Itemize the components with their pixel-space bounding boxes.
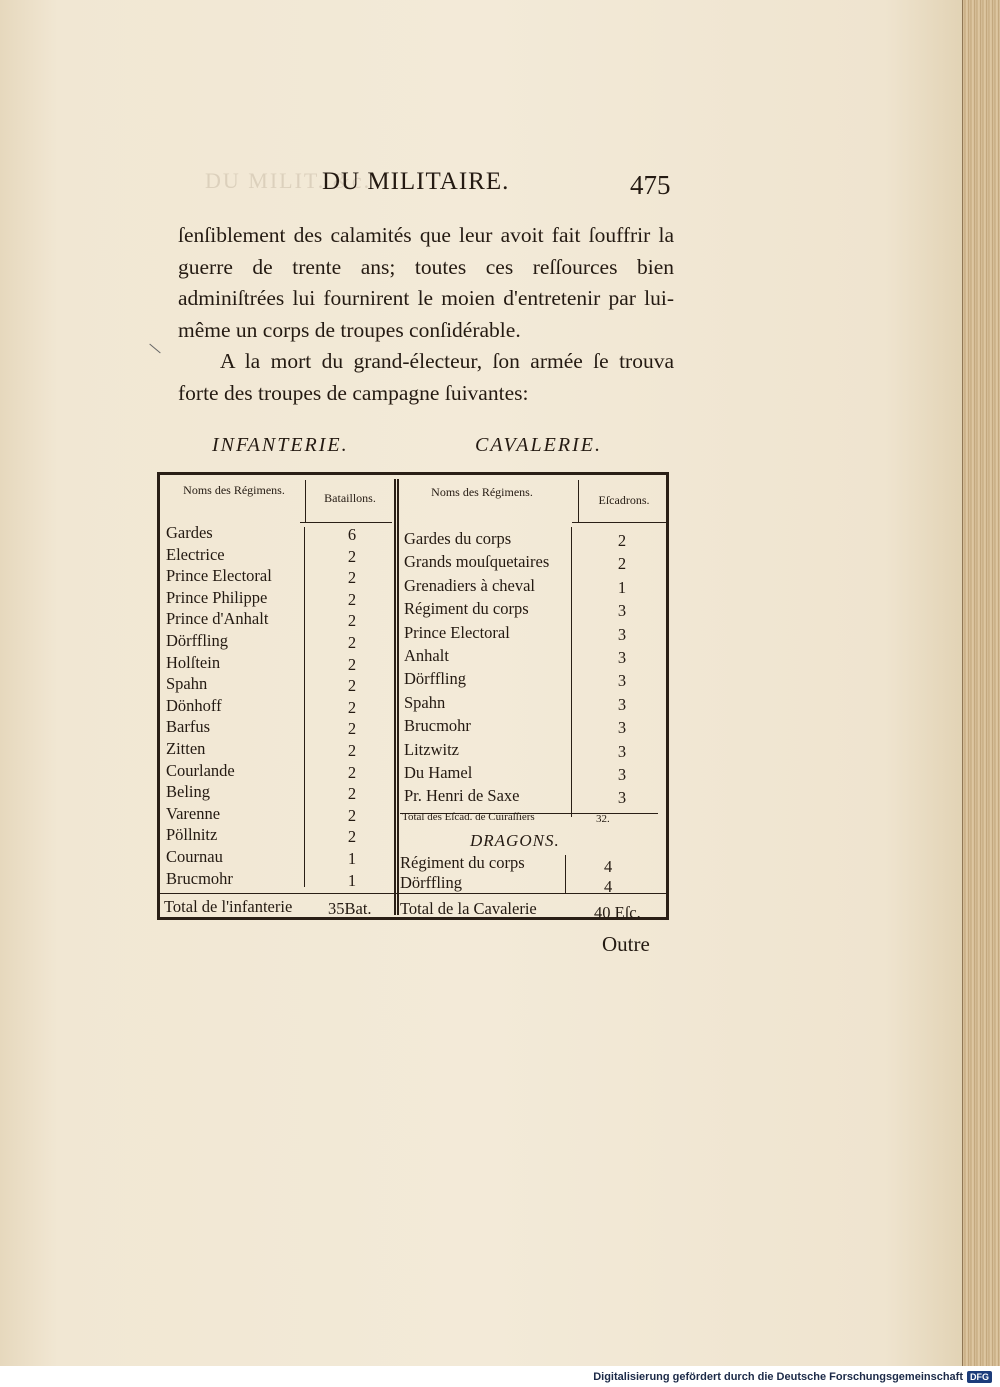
table-row-name: Pöllnitz xyxy=(166,825,218,845)
cavalry-heading: CAVALERIE. xyxy=(475,434,602,456)
table-row-count: 2 xyxy=(347,676,357,696)
table-row-count: 2 xyxy=(347,719,357,739)
running-title: DU MILITAIRE. xyxy=(322,168,510,195)
table-row-count: 2 xyxy=(347,568,357,588)
cavalry-col-count-header: Eſcadrons. xyxy=(598,493,650,507)
table-row-name: Cournau xyxy=(166,847,223,866)
dragons-heading: DRAGONS. xyxy=(470,831,560,850)
table-row-count: 2 xyxy=(347,611,357,631)
table-row-count: 3 xyxy=(617,648,627,667)
table-row-count: 3 xyxy=(617,671,627,691)
dfg-logo: DFG xyxy=(967,1371,992,1383)
table-row-name: Barfus xyxy=(166,717,210,737)
digitization-footer xyxy=(0,1366,1000,1387)
table-row-name: Beling xyxy=(166,782,210,802)
table-row-name: Prince Electoral xyxy=(404,622,510,642)
dragons-row-count: 4 xyxy=(604,857,613,876)
table-row-count: 2 xyxy=(347,805,357,825)
infantry-col-count-header: Bataillons. xyxy=(324,491,376,505)
table-row-count: 3 xyxy=(617,601,627,621)
table-row-name: Electrice xyxy=(166,544,225,564)
table-row-name: Gardes xyxy=(166,523,213,542)
table-row-name: Brucmohr xyxy=(404,716,471,736)
table-row-count: 2 xyxy=(347,633,357,652)
table-row-name: Anhalt xyxy=(404,646,449,665)
table-row-name: Grands mouſquetaires xyxy=(404,552,550,572)
dragons-row-name: Régiment du corps xyxy=(400,853,525,872)
table-row-name: Spahn xyxy=(404,692,446,712)
table-row-count: 6 xyxy=(347,525,357,544)
table-row-name: Varenne xyxy=(166,803,221,823)
body-text xyxy=(178,220,674,409)
table-row-count: 2 xyxy=(347,784,357,804)
table-row-name: Holſtein xyxy=(166,652,221,672)
bleed-through-text: DU MILIT. &c. xyxy=(205,168,372,193)
table-row-name: Pr. Henri de Saxe xyxy=(404,786,520,806)
table-row-name: Spahn xyxy=(166,674,208,694)
infantry-total-value: 35Bat. xyxy=(328,899,372,918)
table-row-name: Prince Electoral xyxy=(166,566,272,586)
table-row-count: 1 xyxy=(617,577,627,597)
total-rule xyxy=(160,893,666,894)
cavalry-total-label: Total de la Cavalerie xyxy=(400,899,537,918)
cavalry-total-value: 40 Eſc. xyxy=(594,903,641,922)
column-rule xyxy=(571,527,572,817)
table-row-name: Prince d'Anhalt xyxy=(166,609,269,629)
page-number: 475 xyxy=(630,170,671,200)
header-rule xyxy=(300,522,392,523)
column-rule xyxy=(565,855,566,893)
catchword: Outre xyxy=(602,932,650,956)
table-row-name: Prince Philippe xyxy=(166,587,268,607)
table-row-name: Dörffling xyxy=(166,631,229,650)
infantry-col-name-header: Noms des Régimens. xyxy=(183,483,285,497)
margin-mark xyxy=(149,344,160,354)
table-row-name: Grenadiers à cheval xyxy=(404,575,536,595)
page-block-edge xyxy=(962,0,1000,1366)
dragons-row-name: Dörffling xyxy=(400,873,463,892)
table-row-name: Dörffling xyxy=(404,669,467,689)
table-row-count: 2 xyxy=(347,741,357,760)
dragons-row-count: 4 xyxy=(604,877,613,896)
table-row-count: 1 xyxy=(347,870,357,890)
header-rule xyxy=(578,480,579,522)
table-row-count: 2 xyxy=(347,697,357,717)
paragraph: ſenſiblement des calamités que leur avoit fait ſouffrir la guerre de trente ans; toutes ces reſſources bien adminiſtrées lui fournirent le moien d'entretenir par lui-même un corps de troupes conſidérable. xyxy=(178,223,674,342)
table-row-name: Litzwitz xyxy=(404,739,459,759)
table-row-count: 3 xyxy=(617,788,627,808)
table-row-name: Du Hamel xyxy=(404,763,473,782)
table-row-count: 3 xyxy=(617,624,627,644)
table-row-count: 2 xyxy=(617,554,627,574)
table-row-name: Courlande xyxy=(166,760,235,780)
table-row-count: 2 xyxy=(617,531,627,550)
paragraph: A la mort du grand-électeur, ſon armée ſe trouva forte des troupes de campagne ſuivantes: xyxy=(178,349,674,405)
table-row-name: Régiment du corps xyxy=(404,599,529,619)
table-row-count: 1 xyxy=(347,849,357,868)
column-rule xyxy=(304,527,305,887)
footer-credit: Digitalisierung gefördert durch die Deutsche Forschungsgemeinschaft xyxy=(593,1370,963,1383)
table-row-count: 3 xyxy=(617,718,627,738)
cuirassiers-total-label: Total des Eſcad. de Cuiraſſiers xyxy=(402,811,535,823)
table-divider xyxy=(394,479,399,915)
header-rule xyxy=(572,522,666,523)
table-row-name: Zitten xyxy=(166,739,206,758)
table-row-count: 2 xyxy=(347,546,357,566)
cuirassiers-total-value: 32. xyxy=(596,813,610,825)
table-row-count: 2 xyxy=(347,589,357,609)
table-row-count: 3 xyxy=(617,765,627,784)
table-row-count: 2 xyxy=(347,654,357,674)
troops-table xyxy=(157,472,669,920)
table-row-name: Dönhoff xyxy=(166,695,222,715)
infantry-heading: INFANTERIE. xyxy=(212,434,349,456)
infantry-total-label: Total de l'infanterie xyxy=(164,897,293,916)
cavalry-col-name-header: Noms des Régimens. xyxy=(431,485,533,499)
table-row-count: 2 xyxy=(347,827,357,847)
table-row-name: Brucmohr xyxy=(166,868,233,888)
table-row-count: 3 xyxy=(617,741,627,761)
header-rule xyxy=(305,480,306,522)
table-row-count: 2 xyxy=(347,762,357,782)
table-row-name: Gardes du corps xyxy=(404,529,512,548)
table-row-count: 3 xyxy=(617,694,627,714)
